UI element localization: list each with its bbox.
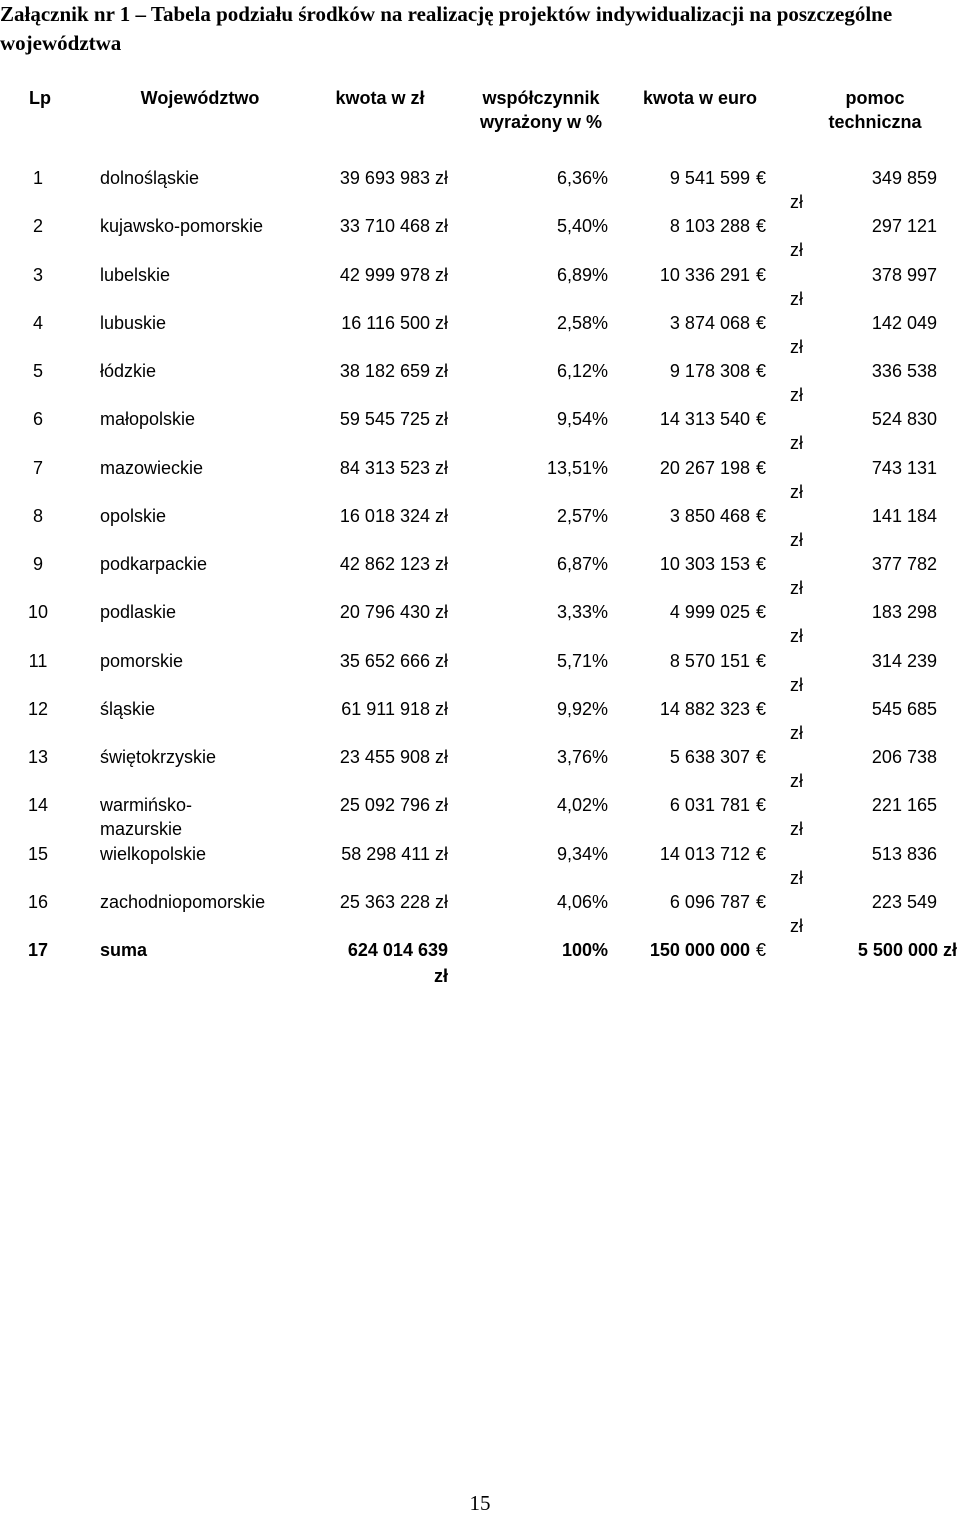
row-kwota-zl: 38 182 659 zł <box>339 361 448 381</box>
row-zl-suffix: zł <box>790 771 803 791</box>
row-kwota-zl: 33 710 468 zł <box>339 216 448 236</box>
euro-sign-icon: € <box>756 554 767 574</box>
euro-sign-icon: € <box>756 265 767 285</box>
row-wspolczynnik: 5,40% <box>556 216 608 236</box>
row-kwota-zl: 35 652 666 zł <box>339 651 448 671</box>
row-zl-suffix: zł <box>790 240 803 260</box>
header-wspolczynnik: współczynnik wyrażony w % <box>479 88 603 132</box>
euro-sign-icon: € <box>756 216 767 236</box>
row-kwota-euro: 6 031 781 <box>669 795 750 815</box>
row-wspolczynnik: 6,12% <box>556 361 608 381</box>
euro-sign-icon: € <box>756 409 767 429</box>
row-wspolczynnik: 4,06% <box>556 892 608 912</box>
header-wojewodztwo: Województwo <box>140 88 260 108</box>
row-wojewodztwo: małopolskie <box>100 409 196 429</box>
row-wojewodztwo: wielkopolskie <box>100 844 207 864</box>
row-kwota-zl: 16 116 500 zł <box>341 313 448 333</box>
row-wspolczynnik: 9,92% <box>556 699 608 719</box>
row-kwota-zl: 23 455 908 zł <box>339 747 448 767</box>
row-kwota-zl: 61 911 918 zł <box>341 699 448 719</box>
total-kwota-zl: 624 014 639 <box>347 940 448 960</box>
row-wojewodztwo: pomorskie <box>100 651 184 671</box>
row-pomoc: 336 538 <box>871 361 937 381</box>
row-wspolczynnik: 6,89% <box>556 265 608 285</box>
row-kwota-euro: 9 178 308 <box>669 361 750 381</box>
row-wojewodztwo: dolnośląskie <box>100 168 200 188</box>
euro-sign-icon: € <box>756 361 767 381</box>
row-kwota-euro: 5 638 307 <box>669 747 750 767</box>
row-kwota-euro: 14 013 712 <box>659 844 750 864</box>
row-pomoc: 141 184 <box>871 506 937 526</box>
row-wojewodztwo: śląskie <box>100 699 156 719</box>
row-lp: 11 <box>28 651 48 671</box>
header-kwota-zl: kwota w zł <box>335 88 425 108</box>
row-lp: 12 <box>27 699 49 719</box>
row-kwota-euro: 4 999 025 <box>669 602 750 622</box>
row-lp: 14 <box>27 795 49 815</box>
row-kwota-euro: 3 874 068 <box>669 313 750 333</box>
euro-sign-icon: € <box>756 892 767 912</box>
row-wojewodztwo: łódzkie <box>100 361 157 381</box>
row-kwota-euro: 20 267 198 <box>659 458 750 478</box>
row-kwota-zl: 39 693 983 zł <box>339 168 448 188</box>
page-number: 15 <box>469 1491 491 1515</box>
document-title: Załącznik nr 1 – Tabela podziału środków na realizację projektów indywidualizacji na poszczególne województwa <box>0 2 893 55</box>
total-wspolczynnik: 100% <box>561 940 608 960</box>
row-zl-suffix: zł <box>790 675 803 695</box>
row-pomoc: 297 121 <box>871 216 937 236</box>
row-pomoc: 513 836 <box>871 844 937 864</box>
total-kwota-euro: 150 000 000 <box>649 940 750 960</box>
row-kwota-zl: 25 092 796 zł <box>339 795 448 815</box>
total-label: suma <box>100 940 148 960</box>
row-wojewodztwo: mazowieckie <box>100 458 204 478</box>
row-lp: 16 <box>27 892 49 912</box>
row-lp: 1 <box>32 168 43 188</box>
row-zl-suffix: zł <box>790 868 803 888</box>
row-pomoc: 378 997 <box>871 265 937 285</box>
row-kwota-zl: 25 363 228 zł <box>339 892 448 912</box>
row-kwota-zl: 42 999 978 zł <box>339 265 448 285</box>
row-wspolczynnik: 5,71% <box>556 651 608 671</box>
row-kwota-euro: 3 850 468 <box>669 506 750 526</box>
row-lp: 8 <box>32 506 43 526</box>
row-wojewodztwo: podlaskie <box>100 602 177 622</box>
row-pomoc: 349 859 <box>871 168 937 188</box>
row-wojewodztwo-cont: mazurskie <box>100 819 183 839</box>
row-pomoc: 183 298 <box>871 602 937 622</box>
euro-sign-icon: € <box>756 844 767 864</box>
row-zl-suffix: zł <box>790 723 803 743</box>
row-wspolczynnik: 3,33% <box>556 602 608 622</box>
euro-sign-icon: € <box>756 602 767 622</box>
row-kwota-euro: 10 336 291 <box>659 265 750 285</box>
row-wspolczynnik: 9,54% <box>556 409 608 429</box>
row-lp: 7 <box>32 458 43 478</box>
euro-sign-icon: € <box>756 313 767 333</box>
row-lp: 5 <box>32 361 43 381</box>
total-lp: 17 <box>27 940 49 960</box>
row-kwota-zl: 84 313 523 zł <box>339 458 448 478</box>
row-wspolczynnik: 4,02% <box>556 795 608 815</box>
row-wspolczynnik: 13,51% <box>546 458 608 478</box>
row-kwota-euro: 8 103 288 <box>669 216 750 236</box>
row-wojewodztwo: zachodniopomorskie <box>100 892 266 912</box>
row-wspolczynnik: 6,36% <box>556 168 608 188</box>
row-lp: 10 <box>27 602 49 622</box>
row-lp: 6 <box>32 409 43 429</box>
row-zl-suffix: zł <box>790 530 803 550</box>
row-kwota-zl: 42 862 123 zł <box>339 554 448 574</box>
row-wojewodztwo: warmińsko- <box>100 795 193 815</box>
row-wspolczynnik: 2,58% <box>556 313 608 333</box>
row-zl-suffix: zł <box>790 289 803 309</box>
row-lp: 4 <box>32 313 43 333</box>
euro-sign-icon: € <box>756 795 767 815</box>
total-kwota-zl-unit: zł <box>433 966 448 986</box>
row-kwota-euro: 14 313 540 <box>659 409 750 429</box>
row-zl-suffix: zł <box>790 433 803 453</box>
row-zl-suffix: zł <box>790 626 803 646</box>
header-lp: Lp <box>29 88 51 108</box>
row-kwota-zl: 20 796 430 zł <box>339 602 448 622</box>
row-kwota-euro: 9 541 599 <box>669 168 750 188</box>
row-lp: 9 <box>32 554 43 574</box>
euro-sign-icon: € <box>756 940 767 960</box>
row-zl-suffix: zł <box>790 192 803 212</box>
total-pomoc: 5 500 000 zł <box>857 940 957 960</box>
row-kwota-euro: 8 570 151 <box>669 651 750 671</box>
row-kwota-zl: 58 298 411 zł <box>341 844 448 864</box>
row-pomoc: 314 239 <box>871 651 937 671</box>
row-wojewodztwo: opolskie <box>100 506 167 526</box>
row-wojewodztwo: świętokrzyskie <box>100 747 217 767</box>
euro-sign-icon: € <box>756 506 767 526</box>
row-kwota-euro: 14 882 323 <box>659 699 750 719</box>
row-zl-suffix: zł <box>790 337 803 357</box>
row-zl-suffix: zł <box>790 916 803 936</box>
row-wojewodztwo: podkarpackie <box>100 554 208 574</box>
row-wojewodztwo: lubelskie <box>100 265 171 285</box>
row-pomoc: 524 830 <box>871 409 937 429</box>
row-kwota-euro: 10 303 153 <box>659 554 750 574</box>
row-wspolczynnik: 2,57% <box>556 506 608 526</box>
row-kwota-euro: 6 096 787 <box>669 892 750 912</box>
header-kwota-euro: kwota w euro <box>642 88 758 108</box>
euro-sign-icon: € <box>756 168 767 188</box>
row-zl-suffix: zł <box>790 819 803 839</box>
row-wspolczynnik: 9,34% <box>556 844 608 864</box>
euro-sign-icon: € <box>756 458 767 478</box>
row-pomoc: 377 782 <box>871 554 937 574</box>
header-pomoc: pomoc techniczna <box>828 88 922 132</box>
row-lp: 3 <box>32 265 43 285</box>
row-pomoc: 221 165 <box>871 795 937 815</box>
euro-sign-icon: € <box>756 699 767 719</box>
row-lp: 15 <box>27 844 49 864</box>
row-pomoc: 206 738 <box>871 747 937 767</box>
row-wojewodztwo: lubuskie <box>100 313 167 333</box>
row-zl-suffix: zł <box>790 385 803 405</box>
row-pomoc: 223 549 <box>871 892 937 912</box>
euro-sign-icon: € <box>756 747 767 767</box>
row-wspolczynnik: 6,87% <box>556 554 608 574</box>
row-kwota-zl: 16 018 324 zł <box>339 506 448 526</box>
euro-sign-icon: € <box>756 651 767 671</box>
row-pomoc: 545 685 <box>871 699 937 719</box>
row-lp: 13 <box>27 747 49 767</box>
row-pomoc: 743 131 <box>871 458 937 478</box>
row-zl-suffix: zł <box>790 482 803 502</box>
row-wojewodztwo: kujawsko-pomorskie <box>100 216 264 236</box>
row-zl-suffix: zł <box>790 578 803 598</box>
row-lp: 2 <box>32 216 43 236</box>
row-pomoc: 142 049 <box>871 313 937 333</box>
row-wspolczynnik: 3,76% <box>556 747 608 767</box>
row-kwota-zl: 59 545 725 zł <box>339 409 448 429</box>
